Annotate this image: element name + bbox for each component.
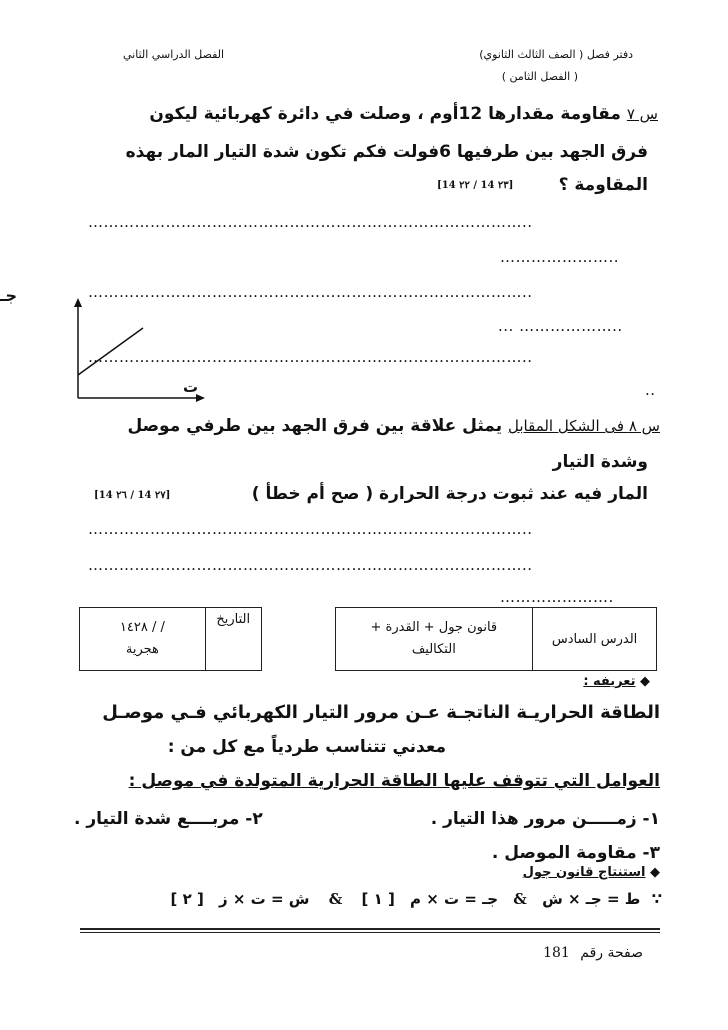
equation-voltage: جـ = ت × م (410, 890, 499, 908)
equation-energy: ط = جـ × ش (542, 890, 641, 908)
topic-line1: قانون جول + القدرة + (370, 620, 498, 635)
page-number-label (543, 945, 643, 961)
equation-tag-1: [ ١ ] (361, 890, 395, 908)
date-cell (80, 608, 206, 671)
deduction-title: استنتاج قانون جول (522, 865, 646, 880)
q8-line2: وشدة التيار (552, 452, 648, 472)
graph-x-label: ت (183, 378, 199, 396)
q8-text-line1: يمثل علاقة بين فرق الجهد بين طرفي موصل (127, 416, 503, 436)
q7-text-line1: مقاومة مقدارها 12أوم ، وصلت في دائرة كهربائية ليكون (149, 104, 621, 124)
factor-2: ٢- مربــــع شدة التيار . (74, 809, 263, 829)
lesson-cell (533, 608, 657, 671)
diamond-bullet-icon: ◆ (640, 674, 650, 689)
answer-line: …………………. (500, 588, 614, 606)
ampersand: & (328, 890, 343, 908)
date-value: / / ١٤٢٨ (119, 620, 165, 635)
q7-line1 (149, 104, 658, 124)
q7-line2: فرق الجهد بين طرفيها 6فولت فكم تكون شدة التيار المار بهذه (125, 142, 648, 162)
answer-line: ………………………………………………………………………….. (88, 520, 533, 538)
answer-line: ………………………………………………………………………….. (88, 213, 533, 231)
chapter-label: ( الفصل الثامن ) (501, 70, 578, 83)
lesson-info-table (79, 607, 657, 671)
answer-line: ………………………………………………………………………….. (88, 283, 533, 301)
diamond-bullet-icon: ◆ (650, 865, 660, 880)
ampersand: & (513, 890, 527, 908)
factor-1: ١- زمـــــن مرور هذا التيار . (430, 809, 660, 829)
graph-y-label: جـ (0, 286, 17, 305)
equation-tag-2: [ ٢ ] (170, 890, 204, 908)
date-label-cell (205, 608, 261, 671)
linear-relation-line (78, 328, 143, 375)
answer-line: ... ……………….. (498, 317, 623, 335)
definition-line1: الطاقة الحراريـة الناتجـة عـن مرور التيار الكهربائي فـي موصـل (102, 702, 660, 723)
q8-line1 (127, 416, 660, 436)
page-number: 181 (543, 945, 570, 961)
answer-line: ………………….. (500, 248, 620, 266)
date-era: هجرية (125, 642, 159, 657)
date-label: التاريخ (216, 612, 251, 627)
deduction-heading (523, 865, 660, 880)
joule-equations (170, 890, 662, 908)
answer-line: ………………………………………………………………………….. (88, 556, 533, 574)
definition-line2: معدني تتناسب طردياً مع كل من : (167, 737, 446, 757)
semester-label: الفصل الدراسي الثاني (123, 48, 225, 61)
equation-charge: ش = ت × ز (219, 890, 310, 908)
topic-line2: التكاليف (411, 642, 456, 657)
factor-3: ٣- مقاومة الموصل . (491, 843, 660, 863)
q7-reference: [14 ٢٢ / 14 ٢٣] (437, 180, 514, 191)
factors-title: العوامل التي تتوقف عليها الطاقة الحرارية المتولدة في موصل : (128, 771, 660, 791)
q8-number: س ٨ فى الشكل المقابل (508, 417, 660, 435)
page-label: صفحة رقم (580, 945, 643, 961)
q7-line3: المقاومة ؟ (558, 175, 648, 195)
lesson-label: الدرس السادس (551, 631, 638, 647)
definition-heading (583, 674, 650, 689)
footer-divider (80, 928, 660, 930)
topic-cell (335, 608, 533, 671)
q8-line3: المار فيه عند ثبوت درجة الحرارة ( صح أم خطأ ) (251, 484, 648, 504)
notebook-title: دفتر فصل ( الصف الثالث الثانوي) (479, 48, 633, 61)
definition-title: تعريفه : (583, 674, 636, 689)
y-axis-arrow (74, 298, 82, 307)
answer-line: .. (645, 381, 656, 399)
because-symbol: ∵ (651, 890, 662, 908)
footer-divider (80, 932, 660, 933)
q8-reference: [14 ٢٦ / 14 ٢٧] (94, 490, 171, 501)
q7-number: س ٧ (626, 105, 658, 123)
answer-line: ………………………………………………………………………….. (88, 348, 533, 366)
